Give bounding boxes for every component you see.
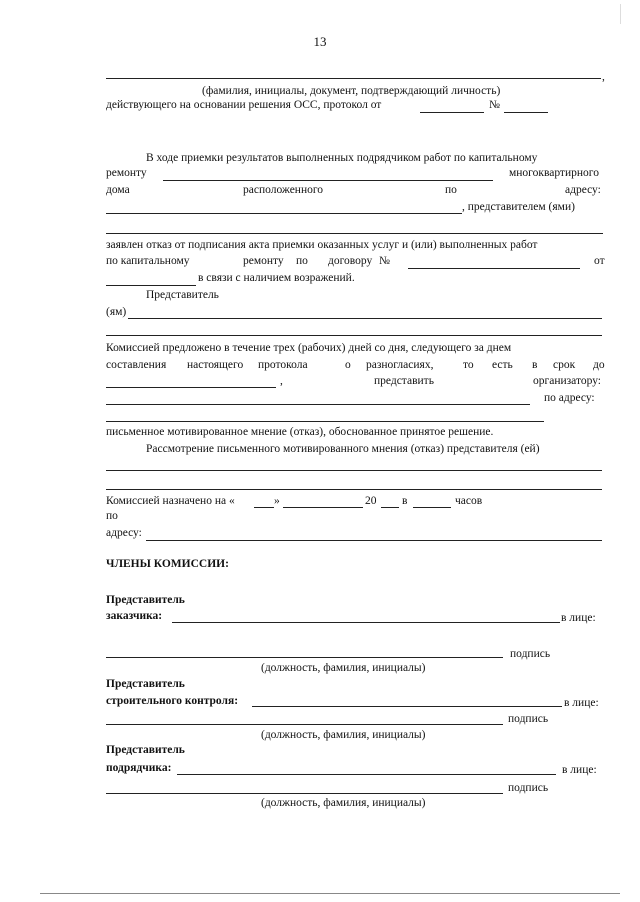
p2-line3: в связи с наличием возражений. — [198, 272, 355, 284]
contractor-label-1: Представитель — [106, 744, 185, 756]
commission-line1: Комиссией предложено в течение трех (рабочих) дней со дня, следующего за днем — [106, 342, 512, 354]
rep-label-2: (ям) — [106, 306, 127, 318]
word-est: есть — [492, 359, 513, 371]
protocol-date-line — [420, 112, 484, 113]
p1-line1: В ходе приемки результатов выполненных подрядчиком работ по капитальному — [146, 152, 538, 164]
p2-line1: заявлен отказ от подписания акта приемки оказанных услуг и (или) выполненных работ — [106, 239, 538, 251]
control-label-2: строительного контроля: — [106, 695, 239, 707]
customer-caption: (должность, фамилия, инициалы) — [261, 662, 426, 674]
schedule-hours: часов — [455, 495, 483, 507]
schedule-day-line — [254, 507, 274, 508]
contractor-sign-line — [106, 793, 503, 794]
word-o: о — [345, 359, 351, 371]
repair-line — [163, 180, 493, 181]
schedule-year: 20 — [365, 495, 377, 507]
control-in-person: в лице: — [564, 697, 599, 709]
schedule-month-line — [283, 507, 363, 508]
control-sign-line — [106, 724, 503, 725]
word-srok: срок — [553, 359, 576, 371]
schedule-address-line — [146, 540, 602, 541]
scan-bottom-line — [40, 893, 620, 894]
contract-number-line — [408, 268, 580, 269]
p2-word-contract: договору — [328, 255, 373, 267]
reps-line — [106, 233, 603, 234]
contractor-caption: (должность, фамилия, инициалы) — [261, 797, 426, 809]
review-line: Рассмотрение письменного мотивированного мнения (отказ) представителя (ей) — [146, 443, 540, 455]
word-to: то — [463, 359, 474, 371]
organizer-address-line — [106, 421, 544, 422]
word-this: настоящего — [187, 359, 244, 371]
p1-word-located: расположенного — [243, 184, 324, 196]
p2-word-from: от — [594, 255, 605, 267]
control-label-1: Представитель — [106, 678, 185, 690]
deadline-line — [106, 387, 276, 388]
word-comma: , — [280, 375, 283, 387]
written-opinion-line: письменное мотивированное мнение (отказ), обоснованное принятое решение. — [106, 426, 494, 438]
name-line-comma: , — [602, 71, 605, 83]
contract-date-line — [106, 285, 196, 286]
schedule-v: в — [402, 495, 408, 507]
customer-in-person: в лице: — [561, 612, 596, 624]
contractor-name-line — [177, 774, 556, 775]
rep-line-1 — [128, 318, 602, 319]
scan-artifact-line — [620, 4, 622, 24]
word-org: организатору: — [533, 375, 601, 387]
rep-label-1: Представитель — [146, 289, 219, 301]
schedule-close: » — [274, 495, 280, 507]
customer-signature: подпись — [510, 648, 551, 660]
p2-word-repair: ремонту — [243, 255, 284, 267]
word-razn: разногласиях, — [366, 359, 434, 371]
basis-text: действующего на основании решения ОСС, протокол от — [106, 99, 382, 111]
id-caption: (фамилия, инициалы, документ, подтверждающий личность) — [202, 85, 501, 97]
schedule-po: по — [106, 510, 118, 522]
schedule-prefix: Комиссией назначено на « — [106, 495, 235, 507]
p2-word-capital: по капитальному — [106, 255, 190, 267]
customer-name-line — [172, 622, 560, 623]
word-sost: составления — [106, 359, 167, 371]
control-name-line — [252, 706, 562, 707]
schedule-year-line — [381, 507, 399, 508]
review-blank-1 — [106, 470, 602, 471]
page-number: 13 — [313, 34, 327, 49]
p1-word-house: дома — [106, 184, 130, 196]
word-prot: протокола — [258, 359, 308, 371]
customer-label-1: Представитель — [106, 594, 185, 606]
word-present: представить — [374, 375, 434, 387]
p1-word-reps: , представителем (ями) — [462, 201, 575, 213]
p1-word-address: адресу: — [565, 184, 601, 196]
schedule-hour-line — [413, 507, 451, 508]
p1-word-repair: ремонту — [106, 167, 147, 179]
word-addr: по адресу: — [544, 392, 595, 404]
address-line — [106, 213, 462, 214]
schedule-addr: адресу: — [106, 527, 142, 539]
p1-word-at: по — [445, 184, 457, 196]
p2-word-po: по — [296, 255, 308, 267]
review-blank-2 — [106, 489, 602, 490]
p1-word-apartment: многоквартирного — [509, 167, 599, 179]
protocol-number-line — [504, 112, 548, 113]
control-caption: (должность, фамилия, инициалы) — [261, 729, 426, 741]
word-do: до — [593, 359, 605, 371]
organizer-line — [106, 404, 530, 405]
contractor-in-person: в лице: — [562, 764, 597, 776]
customer-label-2: заказчика: — [106, 610, 163, 622]
rep-line-2 — [106, 335, 602, 336]
contractor-label-2: подрядчика: — [106, 762, 172, 774]
control-signature: подпись — [508, 713, 549, 725]
number-sign: № — [489, 99, 500, 111]
customer-sign-line — [106, 657, 503, 658]
word-v: в — [532, 359, 538, 371]
p2-word-no: № — [379, 255, 390, 267]
contractor-signature: подпись — [508, 782, 549, 794]
members-heading: ЧЛЕНЫ КОМИССИИ: — [106, 558, 229, 570]
name-line — [106, 78, 601, 79]
